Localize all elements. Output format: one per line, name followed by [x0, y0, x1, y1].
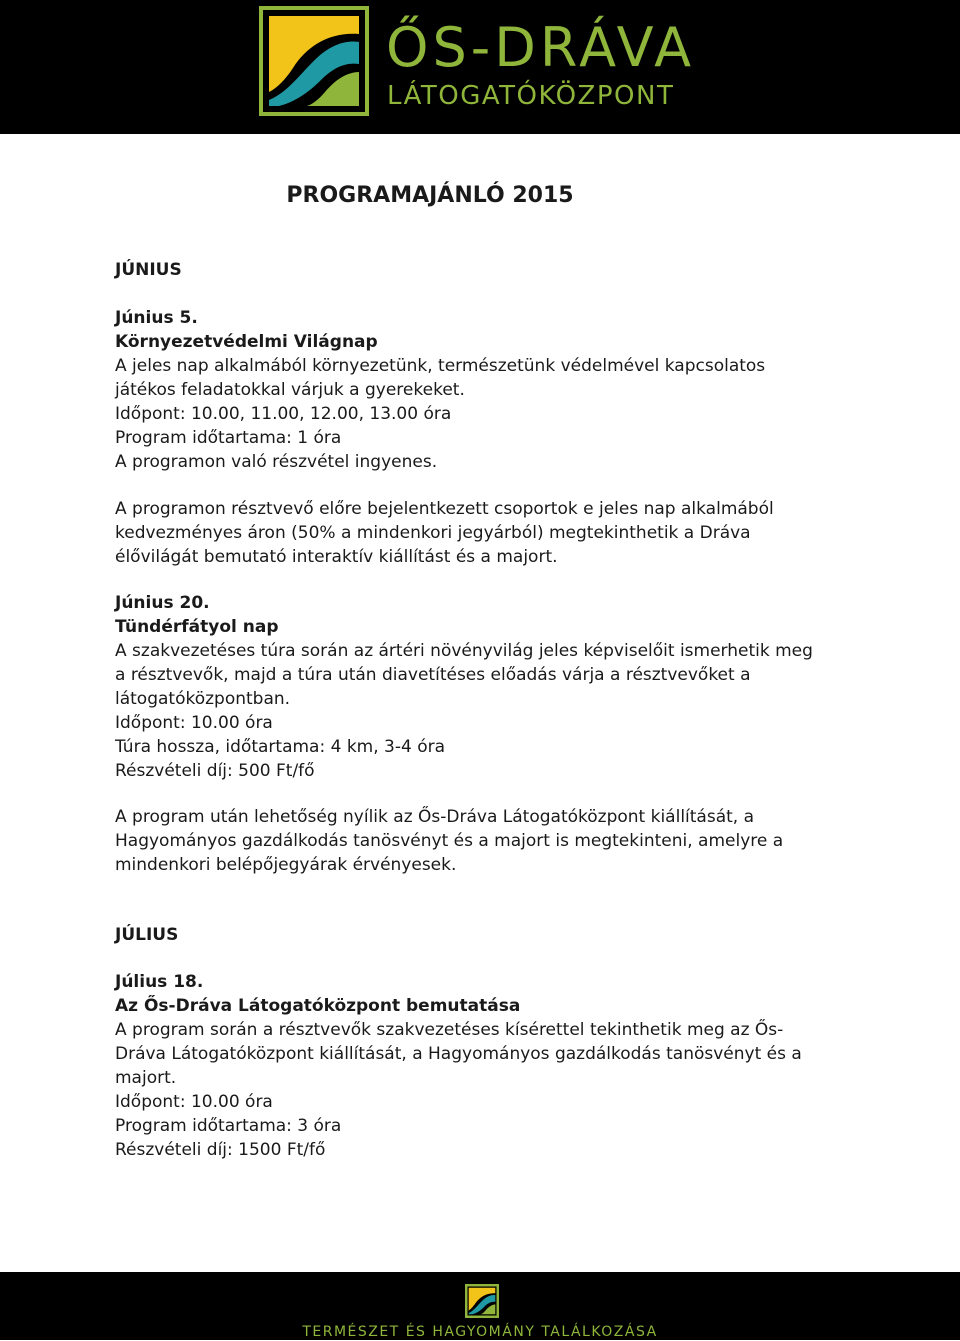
document-title: PROGRAMAJÁNLÓ 2015 [286, 183, 574, 208]
event-detail-duration: Program időtartama: 3 óra [115, 1116, 342, 1136]
event-detail-duration: Túra hossza, időtartama: 4 km, 3-4 óra [115, 737, 446, 757]
event-title: Tündérfátyol nap [115, 617, 279, 637]
os-drava-logo [259, 6, 709, 118]
event-detail-duration: Program időtartama: 1 óra [115, 428, 342, 448]
event-detail-time: Időpont: 10.00 óra [115, 1092, 273, 1112]
event-detail-fee: Részvételi díj: 1500 Ft/fő [115, 1140, 326, 1160]
event-date: Július 18. [115, 972, 204, 992]
event-date: Június 20. [115, 593, 210, 613]
event-block [115, 970, 855, 1162]
page-footer [0, 1272, 960, 1340]
event-note-line: Hagyományos gazdálkodás tanösvényt és a majort is megtekinteni, amelyre a [115, 831, 784, 851]
month-heading [115, 258, 855, 282]
event-detail-time: Időpont: 10.00 óra [115, 713, 273, 733]
footer-slogan: TERMÉSZET ÉS HAGYOMÁNY TALÁLKOZÁSA [302, 1324, 658, 1340]
month-name: JÚLIUS [115, 925, 179, 945]
event-description-line: A szakvezetéses túra során az ártéri növényvilág jeles képviselőit ismerhetik meg [115, 641, 813, 661]
event-note-line: élővilágát bemutató interaktív kiállítást és a majort. [115, 547, 558, 567]
event-description-line: A jeles nap alkalmából környezetünk, természetünk védelmével kapcsolatos [115, 356, 766, 376]
event-note-line: A programon résztvevő előre bejelentkezett csoportok e jeles nap alkalmából [115, 499, 774, 519]
event-date: Június 5. [115, 308, 198, 328]
leaf-wave-emblem-icon [465, 1284, 499, 1318]
event-detail-time: Időpont: 10.00, 11.00, 12.00, 13.00 óra [115, 404, 452, 424]
event-block [115, 591, 855, 783]
event-note-line: kedvezményes áron (50% a mindenkori jegyárból) megtekinthetik a Dráva [115, 523, 751, 543]
event-description-line: A program során a résztvevők szakvezetéses kísérettel tekinthetik meg az Ős- [115, 1020, 784, 1040]
event-title: Környezetvédelmi Világnap [115, 332, 378, 352]
event-description-line: majort. [115, 1068, 177, 1088]
month-heading [115, 923, 855, 947]
event-title: Az Ős-Dráva Látogatóközpont bemutatása [115, 996, 521, 1016]
event-block [115, 306, 855, 474]
page-header [0, 0, 960, 134]
logo-subtitle: LÁTOGATÓKÖZPONT [387, 81, 675, 111]
event-detail-fee: A programon való részvétel ingyenes. [115, 452, 438, 472]
event-description-line: a résztvevők, majd a túra után diavetítéses előadás várja a résztvevőket a [115, 665, 751, 685]
event-note [115, 497, 855, 569]
month-name: JÚNIUS [115, 260, 182, 280]
event-description-line: látogatóközpontban. [115, 689, 291, 709]
event-note-line: A program után lehetőség nyílik az Ős-Dráva Látogatóközpont kiállítását, a [115, 807, 755, 827]
event-description-line: Dráva Látogatóközpont kiállítását, a Hagyományos gazdálkodás tanösvényt és a [115, 1044, 802, 1064]
event-note-line: mindenkori belépőjegyárak érvényesek. [115, 855, 457, 875]
event-note [115, 805, 855, 877]
logo-title: ŐS-DRÁVA [386, 16, 696, 79]
event-detail-fee: Részvételi díj: 500 Ft/fő [115, 761, 315, 781]
event-description-line: játékos feladatokkal várjuk a gyerekeket. [115, 380, 465, 400]
leaf-wave-emblem-icon [259, 6, 369, 116]
